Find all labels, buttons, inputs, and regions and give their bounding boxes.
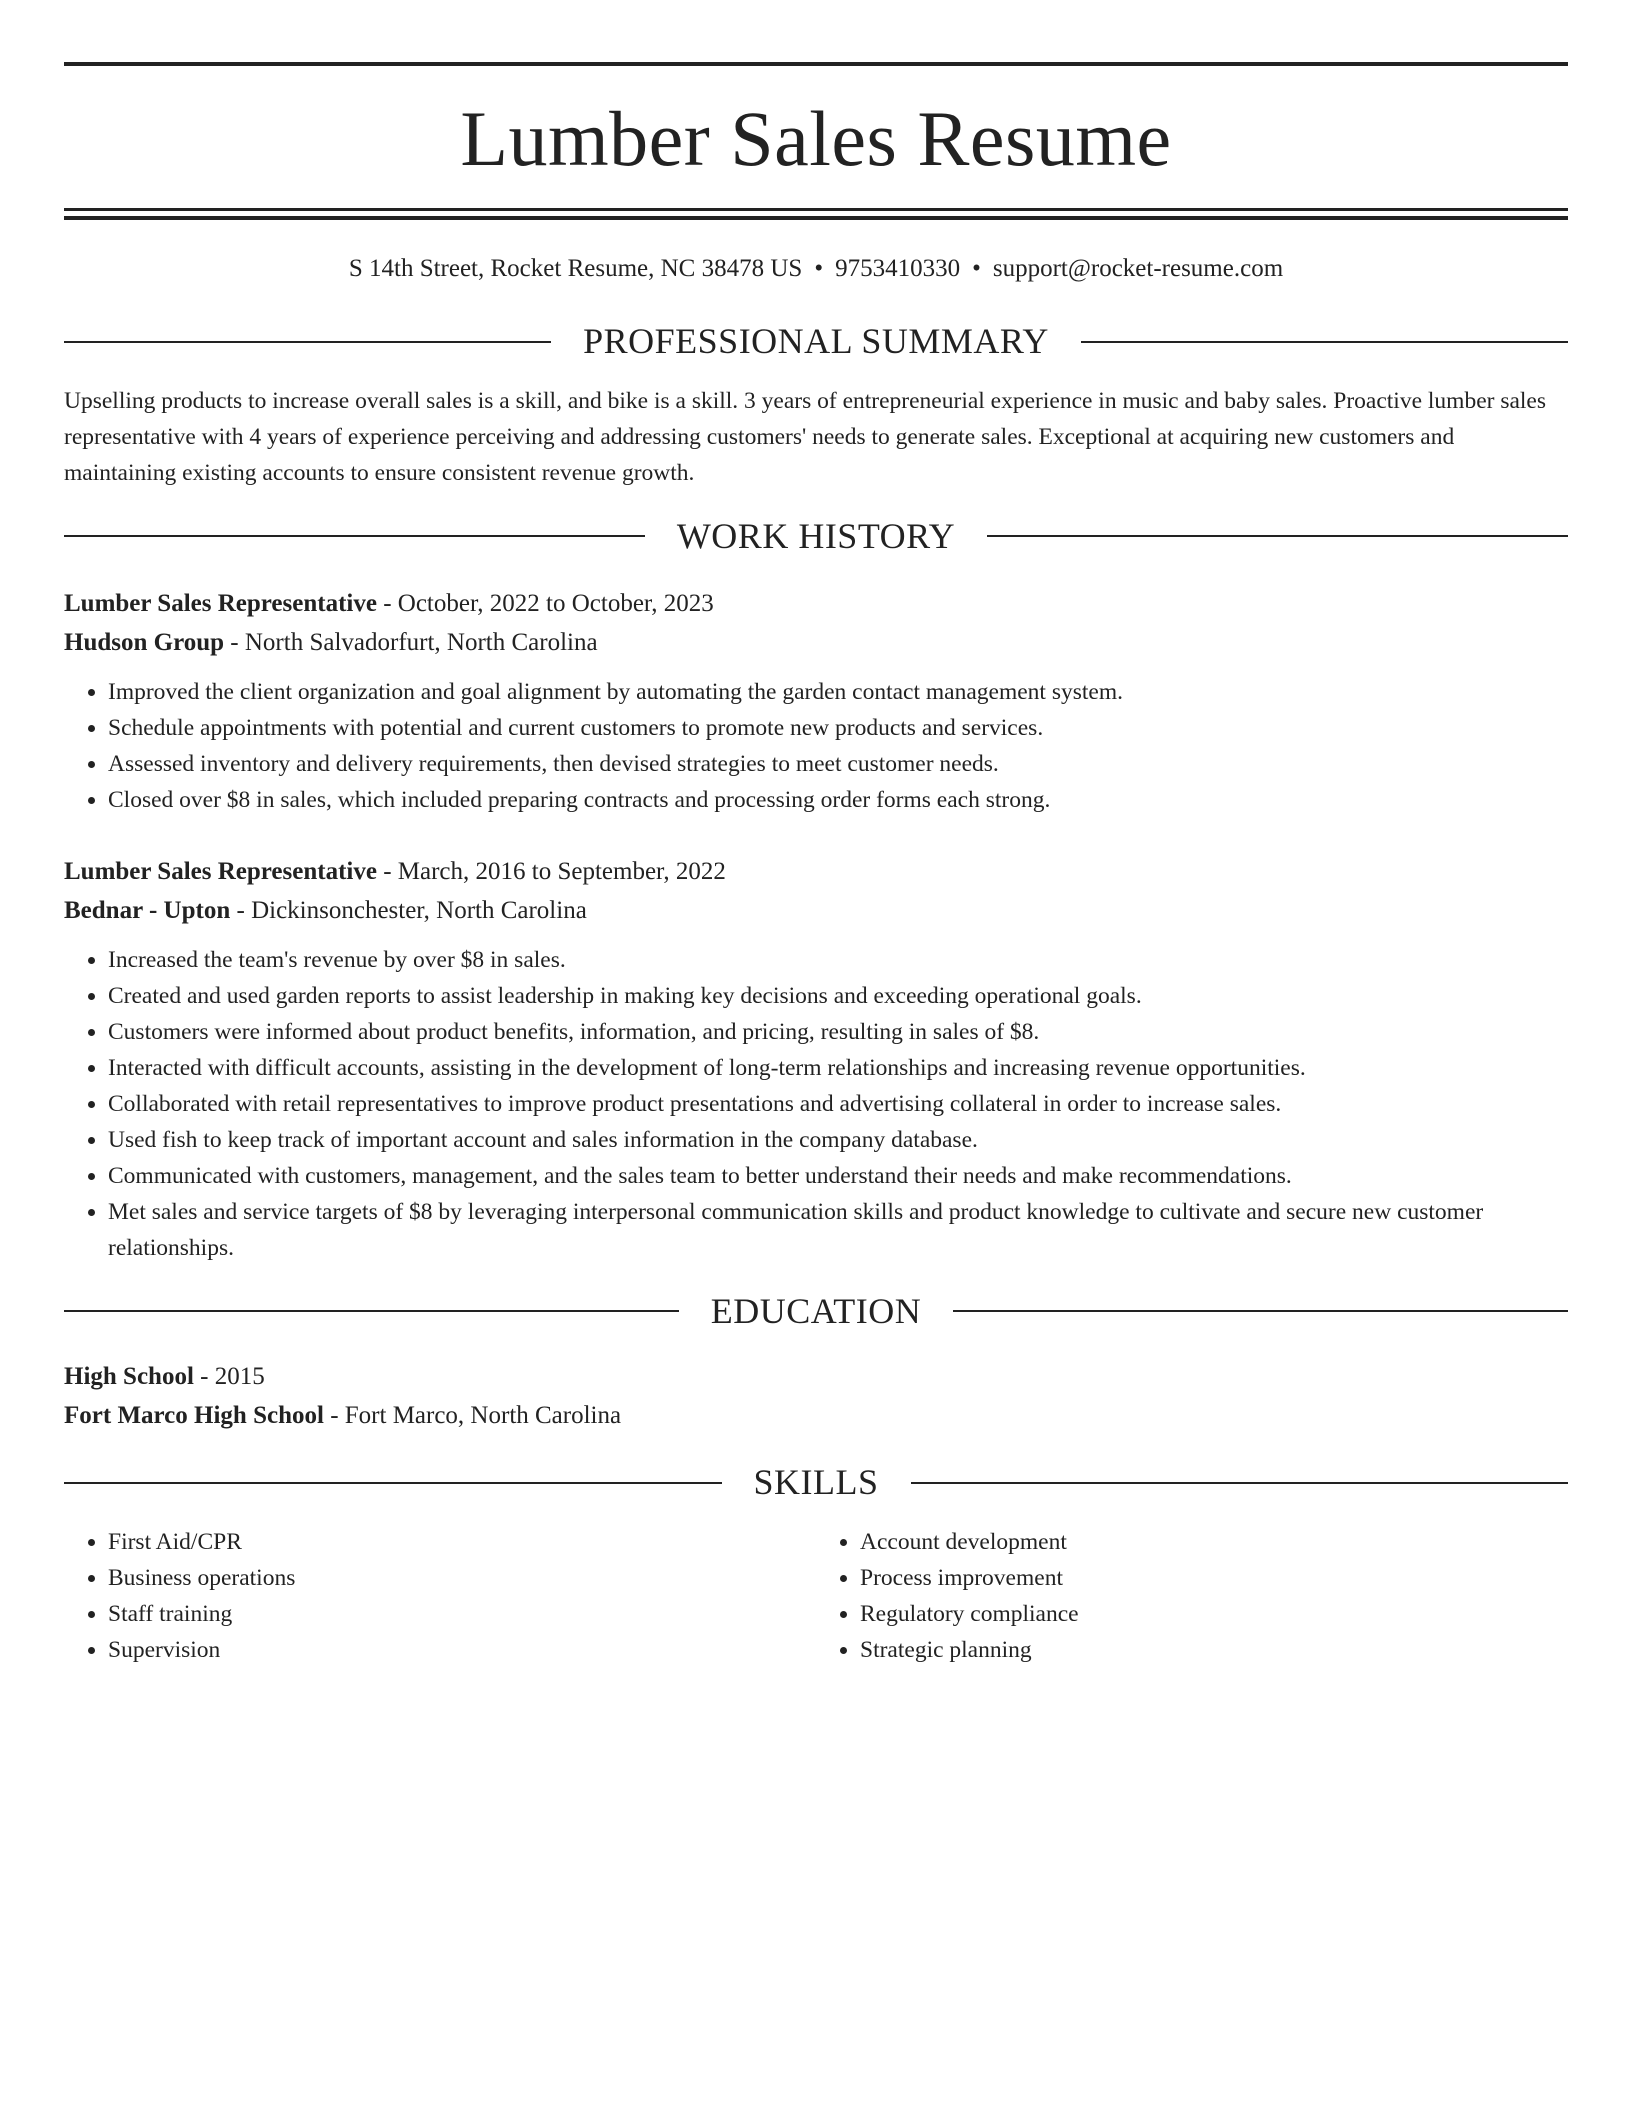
education-heading: EDUCATION: [710, 1290, 922, 1331]
skill-item: • First Aid/CPR: [108, 1524, 816, 1560]
job-title-line: [64, 852, 1568, 891]
heading-rule-left: [64, 1310, 679, 1312]
education-entry: [64, 1357, 1568, 1435]
skills-column-right: [816, 1524, 1568, 1668]
education-degree: High School: [64, 1363, 194, 1391]
job-bullet: • Closed over $8 in sales, which included preparing contracts and processing order forms each strong.: [108, 782, 1568, 818]
skills-list: [64, 1524, 1568, 1668]
summary-heading: PROFESSIONAL SUMMARY: [583, 321, 1049, 361]
title-double-rule: [64, 208, 1568, 220]
heading-rule-left: [64, 535, 645, 537]
heading-rule-right: [953, 1310, 1568, 1312]
contact-email: support@rocket-resume.com: [992, 255, 1284, 282]
resume-title: Lumber Sales Resume: [460, 95, 1172, 182]
heading-rule-right: [911, 1482, 1569, 1484]
top-rule: [64, 62, 1568, 66]
education-location: - Fort Marco, North Carolina: [323, 1402, 622, 1430]
job-title: Lumber Sales Representative: [64, 857, 377, 885]
skills-section-heading: [64, 1461, 1568, 1504]
job-entry: [64, 852, 1568, 1266]
job-title-line: [64, 584, 1568, 623]
job-title: Lumber Sales Representative: [64, 589, 377, 617]
heading-rule-left: [64, 1482, 722, 1484]
contact-address: S 14th Street, Rocket Resume, NC 38478 US: [348, 255, 803, 282]
work-section-heading: [64, 515, 1568, 558]
skill-item: • Process improvement: [860, 1560, 1568, 1596]
job-dates: - October, 2022 to October, 2023: [376, 589, 714, 617]
job-bullet: • Schedule appointments with potential and current customers to promote new products and services.: [108, 710, 1568, 746]
job-bullets: [64, 942, 1568, 1266]
job-bullets: [64, 674, 1568, 818]
skill-item: • Staff training: [108, 1596, 816, 1632]
skill-item: • Business operations: [108, 1560, 816, 1596]
education-section-heading: [64, 1290, 1568, 1333]
contact-line: [64, 254, 1568, 284]
skill-item: • Supervision: [108, 1632, 816, 1668]
job-location: - North Salvadorfurt, North Carolina: [224, 628, 598, 656]
job-bullet: • Increased the team's revenue by over $8 in sales.: [108, 942, 1568, 978]
job-bullet: • Used fish to keep track of important account and sales information in the company database.: [108, 1122, 1568, 1158]
job-bullet: • Collaborated with retail representatives to improve product presentations and advertising collateral in order to increase sales.: [108, 1086, 1568, 1122]
job-bullet: • Met sales and service targets of $8 by leveraging interpersonal communication skills and product knowledge to cultivate and secure new customer relationships.: [108, 1194, 1568, 1266]
skill-item: • Regulatory compliance: [860, 1596, 1568, 1632]
job-company-line: [64, 623, 1568, 662]
job-company: Hudson Group: [64, 628, 225, 656]
job-bullet: • Assessed inventory and delivery requirements, then devised strategies to meet customer needs.: [108, 746, 1568, 782]
work-heading: WORK HISTORY: [676, 515, 956, 556]
education-school: Fort Marco High School: [64, 1402, 324, 1430]
job-bullet: • Improved the client organization and goal alignment by automating the garden contact management system.: [108, 674, 1568, 710]
contact-phone: 9753410330: [835, 255, 961, 282]
summary-section-heading: [64, 320, 1568, 363]
skills-heading: SKILLS: [753, 1462, 879, 1503]
contact-separator: •: [972, 255, 981, 282]
job-bullet: • Created and used garden reports to assist leadership in making key decisions and exceeding operational goals.: [108, 978, 1568, 1014]
job-dates: - March, 2016 to September, 2022: [376, 857, 726, 885]
heading-rule-left: [64, 341, 551, 343]
education-year: - 2015: [193, 1363, 265, 1391]
job-bullet: • Interacted with difficult accounts, assisting in the development of long-term relationships and increasing revenue opportunities.: [108, 1050, 1568, 1086]
heading-rule-right: [987, 535, 1568, 537]
job-location: - Dickinsonchester, North Carolina: [230, 896, 587, 924]
job-bullet: • Communicated with customers, management, and the sales team to better understand their needs and make recommendations.: [108, 1158, 1568, 1194]
heading-rule-right: [1081, 341, 1568, 343]
skill-item: • Strategic planning: [860, 1632, 1568, 1668]
education-school-line: [64, 1396, 1568, 1435]
skill-item: • Account development: [860, 1524, 1568, 1560]
job-company-line: [64, 891, 1568, 930]
job-company: Bednar - Upton: [64, 896, 231, 924]
summary-text: Upselling products to increase overall sales is a skill, and bike is a skill. 3 years of entrepreneurial experience in music and baby sales. Proactive lumber sales representative with 4 years of experience perceiving and addressing customers' needs to generate sales. Exceptional at acquiring new customers and maintaining existing accounts to ensure consistent revenue growth.: [64, 388, 1547, 487]
job-bullet: • Customers were informed about product benefits, information, and pricing, resulting in sales of $8.: [108, 1014, 1568, 1050]
education-degree-line: [64, 1357, 1568, 1396]
contact-separator: •: [814, 255, 824, 282]
job-entry: [64, 584, 1568, 818]
skills-column-left: [64, 1524, 816, 1668]
